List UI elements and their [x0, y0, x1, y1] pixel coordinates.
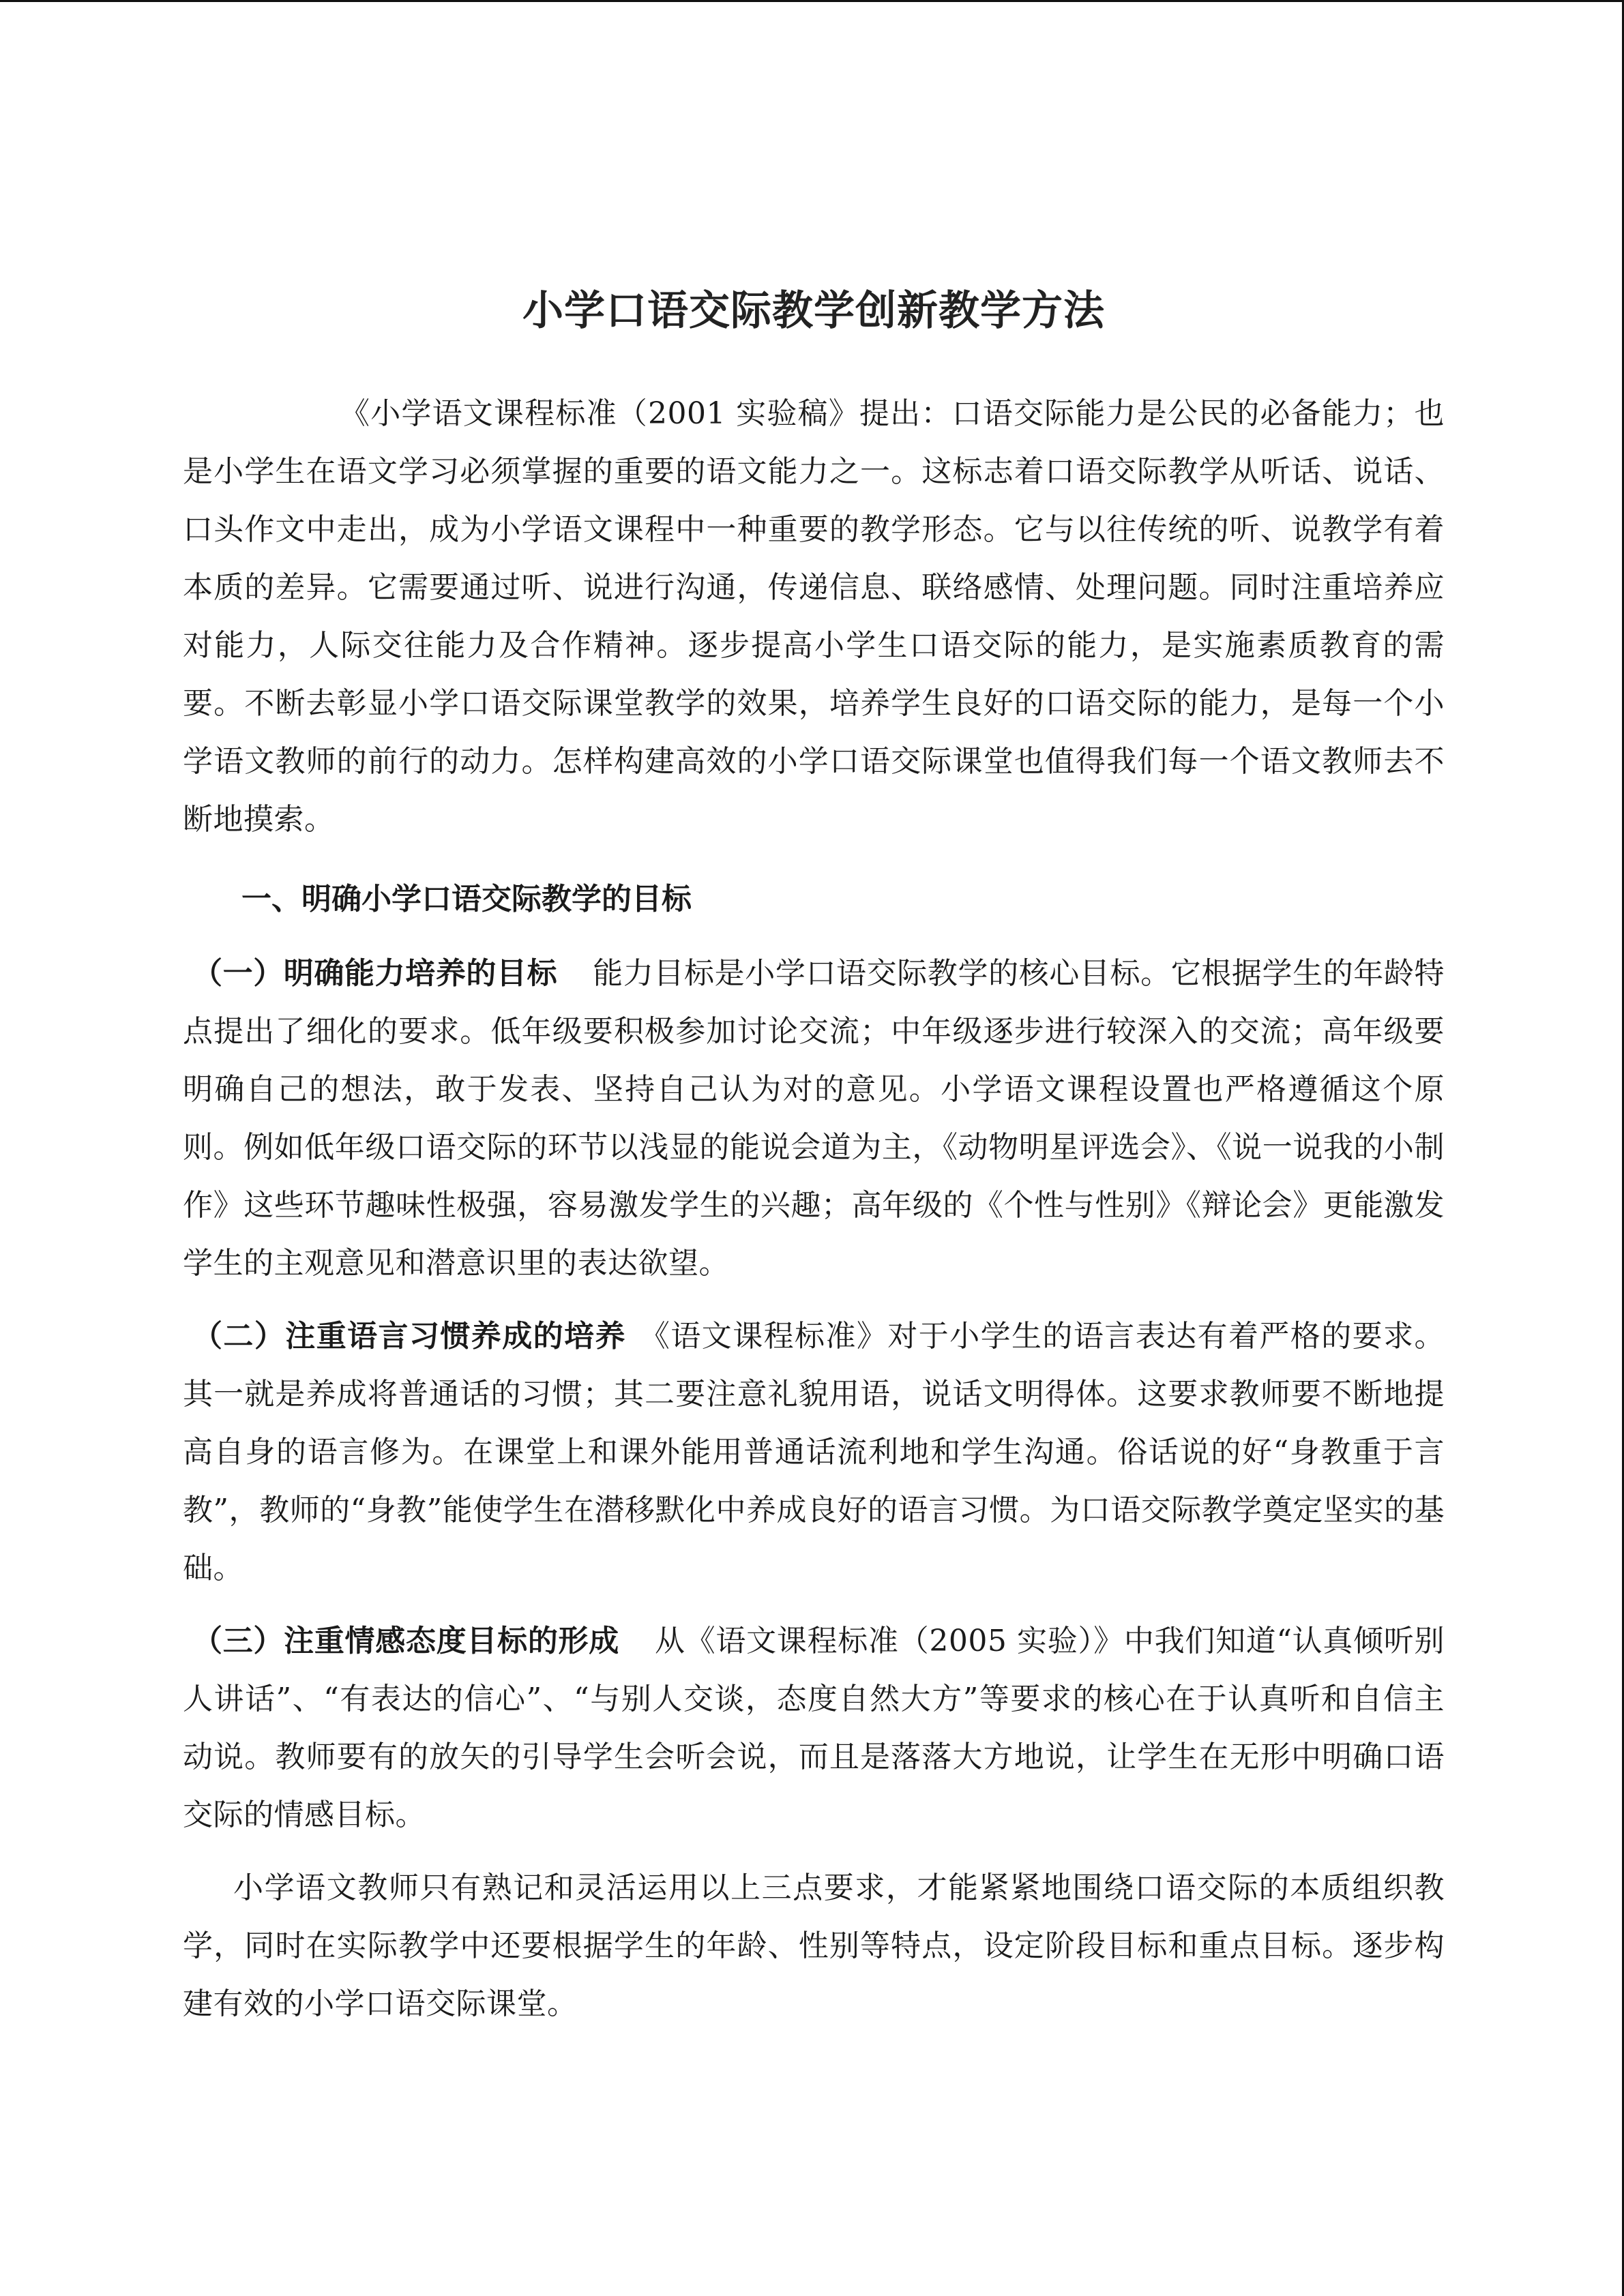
subsection-language-habit: [183, 1307, 1445, 1597]
subsection-emotion-attitude: [183, 1612, 1445, 1844]
subsection-heading-language: （二）注重语言习惯养成的培养: [192, 1319, 626, 1354]
subsection-text-emotion: 从《语文课程标准（2005 实验）》中我们知道“认真倾听别人讲话”、“有表达的信心”、“与别人交谈，态度自然大方”等要求的核心在于认真听和自信主动说。教师要有的放矢的引导学生会听会说，而且是落落大方地说，让学生在无形中明确口语交际的情感目标。: [183, 1624, 1445, 1832]
subsection-heading-emotion: （三）注重情感态度目标的形成: [192, 1624, 619, 1658]
subsection-heading-ability: （一）明确能力培养的目标: [192, 956, 558, 991]
intro-paragraph: 《小学语文课程标准（2001 实验稿》提出：口语交际能力是公民的必备能力；也是小学生在语文学习必须掌握的重要的语文能力之一。这标志着口语交际教学从听话、说话、口头作文中走出，成为小学语文课程中一种重要的教学形态。它与以往传统的听、说教学有着本质的差异。它需要通过听、说进行沟通，传递信息、联络感情、处理问题。同时注重培养应对能力，人际交往能力及合作精神。逐步提高小学生口语交际的能力，是实施素质教育的需要。不断去彰显小学口语交际课堂教学的效果，培养学生良好的口语交际的能力，是每一个小学语文教师的前行的动力。怎样构建高效的小学口语交际课堂也值得我们每一个语文教师去不断地摸索。: [183, 396, 1445, 837]
subsection-text-ability: 能力目标是小学口语交际教学的核心目标。它根据学生的年龄特点提出了细化的要求。低年级要积极参加讨论交流；中年级逐步进行较深入的交流；高年级要明确自己的想法，敢于发表、坚持自己认为对的意见。小学语文课程设置也严格遵循这个原则。例如低年级口语交际的环节以浅显的能说会道为主，《动物明星评选会》、《说一说我的小制作》这些环节趣味性极强，容易激发学生的兴趣；高年级的《个性与性别》《辩论会》更能激发学生的主观意见和潜意识里的表达欲望。: [183, 956, 1445, 1281]
closing-paragraph: 小学语文教师只有熟记和灵活运用以上三点要求，才能紧紧地围绕口语交际的本质组织教学，同时在实际教学中还要根据学生的年龄、性别等特点，设定阶段目标和重点目标。逐步构建有效的小学口语交际课堂。: [183, 1870, 1445, 2021]
subsection-ability-goal: [183, 944, 1445, 1292]
subsection-text-language: 《语文课程标准》对于小学生的语言表达有着严格的要求。其一就是养成将普通话的习惯；其二要注意礼貌用语，说话文明得体。这要求教师要不断地提高自身的语言修为。在课堂上和课外能用普通话流利地和学生沟通。俗话说的好“身教重于言教”，教师的“身教”能使学生在潜移默化中养成良好的语言习惯。为口语交际教学奠定坚实的基础。: [183, 1319, 1445, 1585]
document-body: [183, 286, 1445, 2033]
page-top-border: [0, 0, 1624, 2]
section-heading-1: 一、明确小学口语交际教学的目标: [241, 882, 692, 916]
document-title: 小学口语交际教学创新教学方法: [522, 287, 1105, 335]
